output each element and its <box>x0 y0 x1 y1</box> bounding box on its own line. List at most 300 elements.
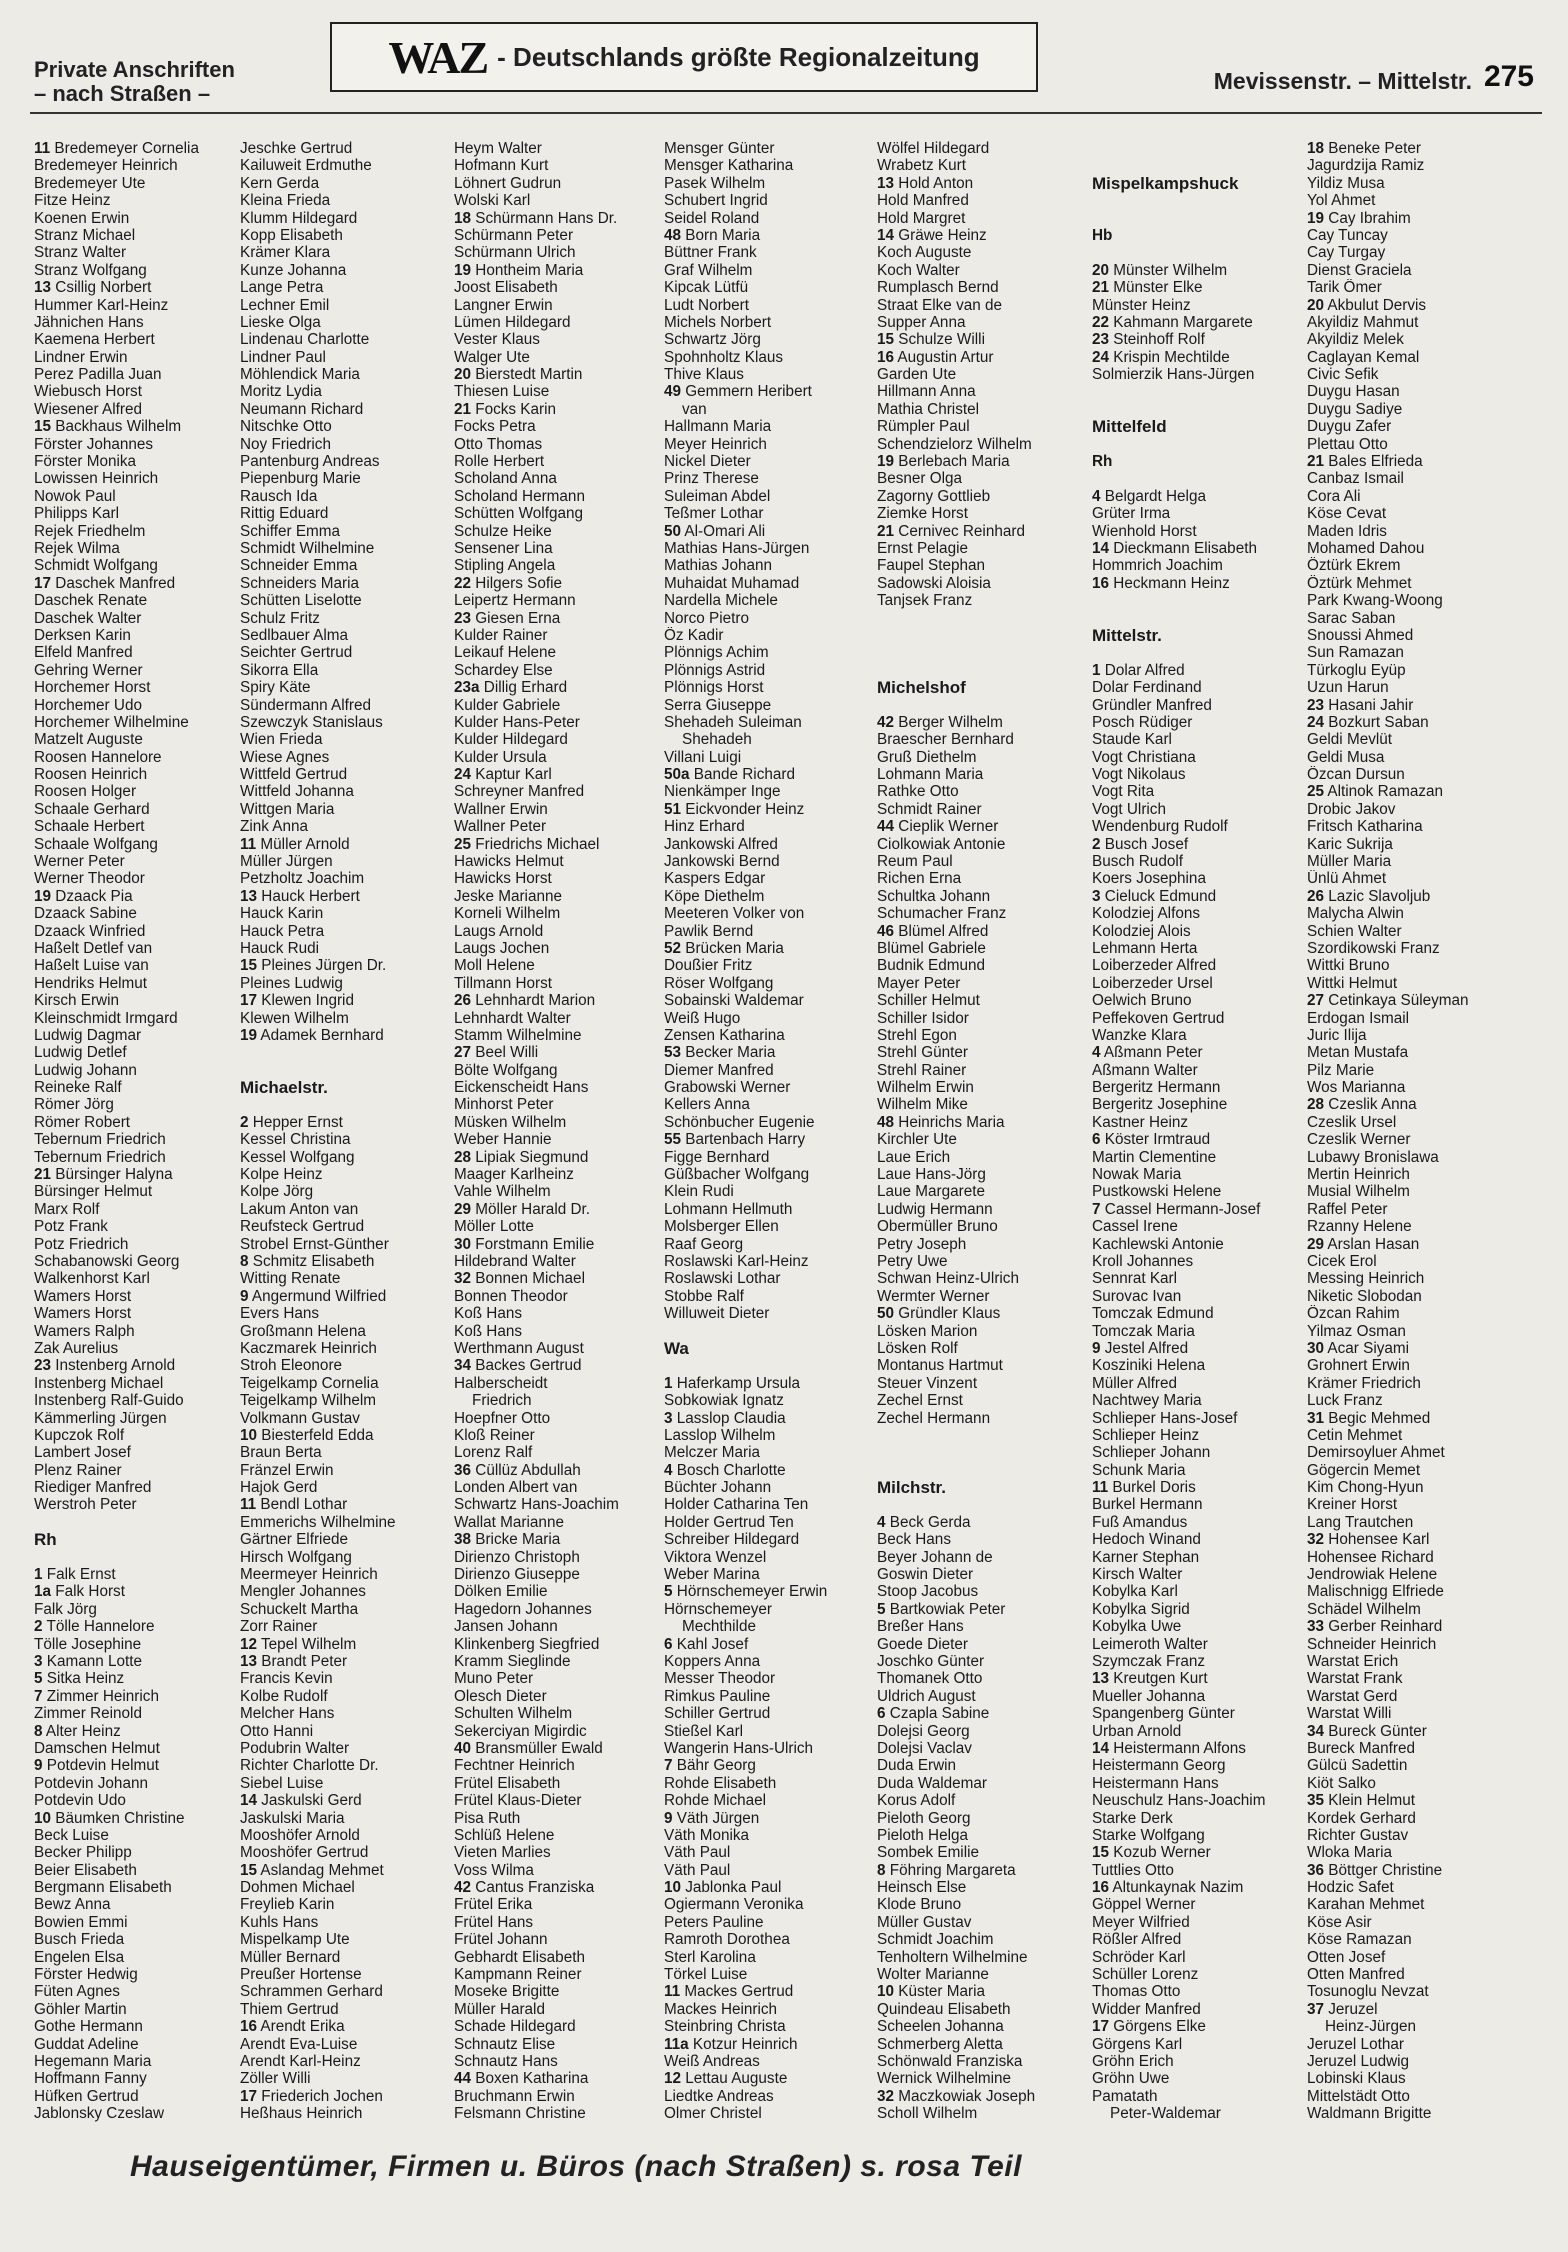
resident-entry: Willuweit Dieter <box>664 1305 770 1323</box>
resident-entry: Nowok Paul <box>34 487 116 505</box>
resident-entry: Olesch Dieter <box>454 1687 547 1705</box>
resident-entry: Lowissen Heinrich <box>34 470 159 488</box>
house-number: 36 <box>1307 1861 1325 1879</box>
resident-entry: Fuß Amandus <box>1092 1513 1188 1531</box>
resident-entry: Widder Manfred <box>1092 2000 1201 2018</box>
resident-entry: Kolpe Jörg <box>240 1183 314 1201</box>
resident-entry <box>877 610 1089 627</box>
resident-entry: Leipertz Hermann <box>454 592 576 610</box>
resident-entry: Pamatath <box>1092 2087 1158 2105</box>
resident-entry: 2 Busch Josef <box>1092 835 1189 853</box>
resident-entry: Warstat Erich <box>1307 1652 1399 1670</box>
resident-entry: Mackes Heinrich <box>664 2000 778 2018</box>
resident-entry: Kirchler Ute <box>877 1131 957 1149</box>
house-number: 25 <box>454 835 472 853</box>
resident-entry: 14 Gräwe Heinz <box>877 226 987 244</box>
resident-entry: Kampmann Reiner <box>454 1966 582 1984</box>
resident-entry: Nickel Dieter <box>664 453 751 471</box>
house-number: 6 <box>1092 1131 1101 1149</box>
resident-entry: 24 Bozkurt Saban <box>1307 713 1429 731</box>
resident-entry: 5 Sitka Heinz <box>34 1670 125 1688</box>
waz-logo: WAZ <box>388 31 488 83</box>
resident-entry: Scholl Wilhelm <box>877 2105 978 2123</box>
resident-entry: Dohmen Michael <box>240 1879 355 1897</box>
resident-entry: van <box>682 400 707 418</box>
house-number: 10 <box>240 1426 258 1444</box>
resident-entry: Klumm Hildegard <box>240 209 358 227</box>
resident-entry: Lubawy Bronislawa <box>1307 1148 1439 1166</box>
house-number: 9 <box>240 1287 249 1305</box>
house-number: 23 <box>34 1357 52 1375</box>
resident-entry: Geldi Mevlüt <box>1307 731 1393 749</box>
resident-entry: Kulder Hans-Peter <box>454 713 580 731</box>
resident-entry <box>877 1462 1089 1479</box>
resident-entry: Damschen Helmut <box>34 1739 160 1757</box>
resident-entry <box>1092 192 1304 209</box>
resident-entry: Joschko Günter <box>877 1652 985 1670</box>
resident-entry: Piepenburg Marie <box>240 470 361 488</box>
resident-entry: Erdogan Ismail <box>1307 1009 1410 1027</box>
resident-entry: Zechel Hermann <box>877 1409 991 1427</box>
resident-entry: Klode Bruno <box>877 1896 962 1914</box>
house-number: 55 <box>664 1131 682 1149</box>
house-number: 27 <box>1307 992 1325 1010</box>
resident-entry: Schade Hildegard <box>454 2018 576 2036</box>
resident-entry: Wiesener Alfred <box>34 400 142 418</box>
resident-entry: Schulz Fritz <box>240 609 320 627</box>
resident-entry: Muhaidat Muhamad <box>664 574 800 592</box>
resident-entry: Thomanek Otto <box>877 1670 983 1688</box>
resident-entry: Bureck Manfred <box>1307 1739 1415 1757</box>
resident-entry: Jablonsky Czeslaw <box>34 2105 165 2123</box>
resident-entry: Otto Thomas <box>454 435 543 453</box>
resident-entry: Straat Elke van de <box>877 296 1002 314</box>
house-number: 3 <box>34 1652 43 1670</box>
resident-entry: 35 Klein Helmut <box>1307 1792 1415 1810</box>
resident-entry: Vogt Christiana <box>1092 748 1196 766</box>
resident-entry: Bergmann Elisabeth <box>34 1879 172 1897</box>
resident-entry: Ludwig Hermann <box>877 1200 993 1218</box>
resident-entry: Rößler Alfred <box>1092 1931 1182 1949</box>
resident-entry: Laue Hans-Jörg <box>877 1166 986 1184</box>
resident-entry: Lohmann Hellmuth <box>664 1200 793 1218</box>
resident-entry: Neuschulz Hans-Joachim <box>1092 1792 1266 1810</box>
resident-entry: Koppers Anna <box>664 1652 761 1670</box>
resident-entry: Haßelt Luise van <box>34 957 149 975</box>
resident-entry: Petry Joseph <box>877 1235 967 1253</box>
resident-entry: Daschek Walter <box>34 609 142 627</box>
masthead-banner <box>330 22 1038 92</box>
resident-entry: Instenberg Michael <box>34 1374 164 1392</box>
resident-entry: Thive Klaus <box>664 366 744 384</box>
resident-entry: Kobylka Sigrid <box>1092 1600 1190 1618</box>
resident-entry: Krämer Friedrich <box>1307 1374 1421 1392</box>
resident-entry: 16 Altunkaynak Nazim <box>1092 1879 1244 1897</box>
resident-entry <box>877 644 1089 661</box>
resident-entry: 11a Kotzur Heinrich <box>664 2035 798 2053</box>
house-number: 50a <box>664 766 690 784</box>
resident-entry: Luck Franz <box>1307 1392 1383 1410</box>
resident-entry: Strehl Rainer <box>877 1061 967 1079</box>
resident-entry: Loiberzeder Alfred <box>1092 957 1217 975</box>
resident-entry: Hold Manfred <box>877 192 969 210</box>
resident-entry: Vogt Rita <box>1092 783 1155 801</box>
resident-entry: Schunk Maria <box>1092 1461 1186 1479</box>
resident-entry: Schütten Wolfgang <box>454 505 583 523</box>
resident-entry: Kulder Hildegard <box>454 731 568 749</box>
house-number: 11 <box>34 140 51 157</box>
house-number: 11 <box>664 1983 681 2001</box>
resident-entry: Vogt Nikolaus <box>1092 766 1186 784</box>
street-heading: Mittelfeld <box>1092 417 1167 437</box>
house-number: 1 <box>1092 661 1101 679</box>
house-number: 14 <box>240 1792 258 1810</box>
resident-entry: Falk Jörg <box>34 1600 97 1618</box>
resident-entry: Plönnigs Horst <box>664 679 764 697</box>
resident-entry: Beyer Johann de <box>877 1548 993 1566</box>
resident-entry: Jansen Johann <box>454 1618 558 1636</box>
resident-entry: Otten Manfred <box>1307 1966 1405 1984</box>
house-number: 11 <box>240 835 257 853</box>
resident-entry: Besner Olga <box>877 470 963 488</box>
resident-entry: Kuhls Hans <box>240 1913 319 1931</box>
resident-entry: 9 Jestel Alfred <box>1092 1339 1189 1357</box>
resident-entry: Lindner Erwin <box>34 348 128 366</box>
resident-entry: Kleina Frieda <box>240 192 331 210</box>
resident-entry: 30 Forstmann Emilie <box>454 1235 595 1253</box>
resident-entry: Spangenberg Günter <box>1092 1705 1235 1723</box>
resident-entry: 19 Cay Ibrahim <box>1307 209 1411 227</box>
house-number: 28 <box>1307 1096 1325 1114</box>
resident-entry: Hawicks Helmut <box>454 853 564 871</box>
street-heading: Milchstr. <box>877 1478 946 1498</box>
resident-entry: Braun Berta <box>240 1444 322 1462</box>
resident-entry: 13 Kreutgen Kurt <box>1092 1670 1208 1688</box>
resident-entry: 20 Münster Wilhelm <box>1092 261 1228 279</box>
resident-entry: Kailuweit Erdmuthe <box>240 157 372 175</box>
resident-entry: Kobylka Karl <box>1092 1583 1178 1601</box>
resident-entry: Hallmann Maria <box>664 418 772 436</box>
resident-entry: 34 Bureck Günter <box>1307 1722 1427 1740</box>
resident-entry: Holder Catharina Ten <box>664 1496 809 1514</box>
resident-entry: Wos Marianna <box>1307 1079 1406 1097</box>
resident-entry: Podubrin Walter <box>240 1739 350 1757</box>
resident-entry: Römer Robert <box>34 1113 131 1131</box>
resident-entry: Wilhelm Erwin <box>877 1079 974 1097</box>
resident-entry: Tillmann Horst <box>454 974 553 992</box>
resident-entry: Frütel Elisabeth <box>454 1774 561 1792</box>
resident-entry: 10 Biesterfeld Edda <box>240 1426 374 1444</box>
resident-entry: Schürmann Ulrich <box>454 244 576 262</box>
resident-entry: 17 Daschek Manfred <box>34 574 176 592</box>
resident-entry: Braescher Bernhard <box>877 731 1014 749</box>
house-number: 5 <box>34 1670 43 1688</box>
resident-entry: Sikorra Ella <box>240 661 319 679</box>
resident-entry: Hoepfner Otto <box>454 1409 551 1427</box>
resident-entry: Wallner Peter <box>454 818 547 836</box>
resident-entry: Weber Marina <box>664 1566 760 1584</box>
resident-entry: Törkel Luise <box>664 1966 748 1984</box>
house-number: 17 <box>240 2087 258 2105</box>
resident-entry: Stranz Michael <box>34 226 136 244</box>
resident-entry: Weiß Hugo <box>664 1009 741 1027</box>
resident-entry: 50 Gründler Klaus <box>877 1305 1001 1323</box>
resident-entry: Kulder Rainer <box>454 626 548 644</box>
house-number: 24 <box>1307 713 1325 731</box>
resident-entry: Akyildiz Mahmut <box>1307 313 1419 331</box>
resident-entry: 37 Jeruzel <box>1307 2000 1378 2018</box>
resident-entry <box>1092 592 1304 609</box>
resident-entry: 19 Berlebach Maria <box>877 453 1010 471</box>
resident-entry: Evers Hans <box>240 1305 320 1323</box>
resident-entry: 2 Hepper Ernst <box>240 1113 343 1131</box>
resident-entry: 17 Klewen Ingrid <box>240 992 354 1010</box>
resident-entry: Busch Rudolf <box>1092 853 1183 871</box>
house-number: 17 <box>34 574 52 592</box>
resident-entry: Wallat Marianne <box>454 1513 564 1531</box>
resident-entry: Duygu Sadiye <box>1307 400 1403 418</box>
resident-entry: Horchemer Udo <box>34 696 142 714</box>
resident-entry: Budnik Edmund <box>877 957 985 975</box>
resident-entry: Zöller Willi <box>240 2070 311 2088</box>
resident-entry: 40 Bransmüller Ewald <box>454 1739 603 1757</box>
resident-entry: Langner Erwin <box>454 296 553 314</box>
resident-entry: 28 Lipiak Siegmund <box>454 1148 589 1166</box>
resident-entry: Marx Rolf <box>34 1200 100 1218</box>
resident-entry: Petry Uwe <box>877 1253 948 1270</box>
resident-entry: Rolle Herbert <box>454 453 545 471</box>
resident-entry: Plönnigs Astrid <box>664 661 766 679</box>
resident-entry: Wendenburg Rudolf <box>1092 818 1228 836</box>
resident-entry <box>1092 644 1304 661</box>
resident-entry: Jeruzel Lothar <box>1307 2035 1404 2053</box>
resident-entry: Volkmann Gustav <box>240 1409 360 1427</box>
resident-entry: Kellers Anna <box>664 1096 750 1114</box>
resident-entry: Lechner Emil <box>240 296 330 314</box>
resident-entry: Tenholtern Wilhelmine <box>877 1948 1028 1966</box>
house-number: 17 <box>240 992 258 1010</box>
resident-entry: Messer Theodor <box>664 1670 776 1688</box>
house-number: 44 <box>877 818 895 836</box>
resident-entry: Jankowski Bernd <box>664 853 780 871</box>
house-number: 15 <box>240 957 258 975</box>
resident-entry: 21 Cernivec Reinhard <box>877 522 1025 540</box>
resident-entry: Hagedorn Johannes <box>454 1600 592 1618</box>
resident-entry: Scheelen Johanna <box>877 2018 1004 2036</box>
resident-entry: Sombek Emilie <box>877 1844 980 1862</box>
resident-entry: Teigelkamp Cornelia <box>240 1374 379 1392</box>
resident-entry: 25 Friedrichs Michael <box>454 835 600 853</box>
resident-entry: 55 Bartenbach Harry <box>664 1131 806 1149</box>
resident-entry: Röser Wolfgang <box>664 974 774 992</box>
house-number: 15 <box>34 418 52 436</box>
resident-entry: Kunze Johanna <box>240 261 347 279</box>
resident-entry: Bergeritz Josephine <box>1092 1096 1228 1114</box>
resident-entry: Gothe Hermann <box>34 2018 143 2036</box>
resident-entry: Plenz Rainer <box>34 1461 122 1479</box>
resident-entry: Duygu Zafer <box>1307 418 1392 436</box>
house-number: 21 <box>34 1166 52 1184</box>
resident-entry: Jendrowiak Helene <box>1307 1566 1438 1584</box>
resident-entry: Pieloth Georg <box>877 1809 971 1827</box>
resident-entry: Ludt Norbert <box>664 296 750 314</box>
resident-entry: Cay Turgay <box>1307 244 1386 262</box>
resident-entry: Mittelstädt Otto <box>1307 2087 1410 2105</box>
house-number: 14 <box>877 226 895 244</box>
resident-entry: Muno Peter <box>454 1670 534 1688</box>
resident-entry: Hauck Karin <box>240 905 324 923</box>
resident-entry: 10 Küster Maria <box>877 1983 985 2001</box>
resident-entry: Geldi Musa <box>1307 748 1385 766</box>
resident-entry: Mertin Heinrich <box>1307 1166 1410 1184</box>
resident-entry: Warstat Willi <box>1307 1705 1392 1723</box>
directory-column <box>664 140 876 2123</box>
house-number: 4 <box>1092 1044 1101 1062</box>
resident-entry: 51 Eickvonder Heinz <box>664 800 805 818</box>
resident-entry: Schiffer Emma <box>240 522 341 540</box>
resident-entry: Wittki Bruno <box>1307 957 1390 975</box>
resident-entry: Koch Auguste <box>877 244 972 262</box>
resident-entry: Müller Jürgen <box>240 853 333 871</box>
resident-entry: Waldmann Brigitte <box>1307 2105 1432 2123</box>
resident-entry: Roosen Hannelore <box>34 748 162 766</box>
resident-entry: Mooshöfer Arnold <box>240 1826 360 1844</box>
resident-entry: Serra Giuseppe <box>664 696 772 714</box>
house-number: 24 <box>454 766 472 784</box>
resident-entry: Heistermann Georg <box>1092 1757 1226 1775</box>
resident-entry: 13 Hold Anton <box>877 174 974 192</box>
resident-entry: Breßer Hans <box>877 1618 964 1636</box>
resident-entry: Kolbe Rudolf <box>240 1687 328 1705</box>
house-number: 2 <box>240 1113 249 1131</box>
resident-entry: Jähnichen Hans <box>34 313 144 331</box>
resident-entry: Heßhaus Heinrich <box>240 2105 363 2123</box>
resident-entry: Lang Trautchen <box>1307 1513 1414 1531</box>
house-number: 26 <box>1307 887 1325 905</box>
resident-entry: Holder Gertrud Ten <box>664 1513 794 1531</box>
resident-entry: Cora Ali <box>1307 487 1361 505</box>
resident-entry: Vester Klaus <box>454 331 540 349</box>
resident-entry: Wittfeld Gertrud <box>240 766 348 784</box>
resident-entry: Pieloth Helga <box>877 1826 968 1844</box>
house-number: 19 <box>454 261 472 279</box>
resident-entry: 26 Lazic Slavoljub <box>1307 887 1431 905</box>
resident-entry: Beier Elisabeth <box>34 1861 137 1879</box>
resident-entry: Frütel Klaus-Dieter <box>454 1792 582 1810</box>
resident-entry: Snoussi Ahmed <box>1307 626 1414 644</box>
resident-entry: Büchter Johann <box>664 1479 772 1497</box>
resident-entry: Stroh Eleonore <box>240 1357 343 1375</box>
resident-entry: Juric Ilija <box>1307 1026 1367 1044</box>
resident-entry: Hodzic Safet <box>1307 1879 1394 1897</box>
resident-entry: Müller Bernard <box>240 1948 341 1966</box>
resident-entry: Starke Wolfgang <box>1092 1826 1205 1844</box>
resident-entry: Schmidt Joachim <box>877 1931 994 1949</box>
resident-entry: Lieske Olga <box>240 313 321 331</box>
resident-entry: Engelen Elsa <box>34 1948 125 1966</box>
resident-entry: Wittgen Maria <box>240 800 335 818</box>
resident-entry: Petzholtz Joachim <box>240 870 365 888</box>
resident-entry: Dölken Emilie <box>454 1583 548 1601</box>
house-number: 6 <box>664 1635 673 1653</box>
house-number: 23a <box>454 679 480 697</box>
resident-entry: Perez Padilla Juan <box>34 366 162 384</box>
resident-entry: Yildiz Musa <box>1307 174 1385 192</box>
resident-entry: Instenberg Ralf-Guido <box>34 1392 184 1410</box>
resident-entry: Prinz Therese <box>664 470 759 488</box>
resident-entry: 26 Lehnhardt Marion <box>454 992 596 1010</box>
resident-entry: Cassel Irene <box>1092 1218 1178 1236</box>
resident-entry: Kastner Heinz <box>1092 1113 1189 1131</box>
resident-entry: Ludwig Detlef <box>34 1044 127 1062</box>
resident-entry: 28 Czeslik Anna <box>1307 1096 1417 1114</box>
resident-entry: Liedtke Andreas <box>664 2087 774 2105</box>
resident-entry: Wiebusch Horst <box>34 383 142 401</box>
resident-entry: Schmidt Wilhelmine <box>240 539 375 557</box>
resident-entry: Burkel Hermann <box>1092 1496 1203 1514</box>
resident-entry: Caglayan Kemal <box>1307 348 1420 366</box>
house-number: 29 <box>454 1200 472 1218</box>
resident-entry: Kolpe Heinz <box>240 1166 323 1184</box>
resident-entry: Staude Karl <box>1092 731 1172 749</box>
house-number: 20 <box>1092 261 1110 279</box>
resident-entry: Löhnert Gudrun <box>454 174 562 192</box>
resident-entry: Viktora Wenzel <box>664 1548 767 1566</box>
resident-entry: 36 Cüllüz Abdullah <box>454 1461 581 1479</box>
resident-entry: 22 Kahmann Margarete <box>1092 313 1253 331</box>
resident-entry <box>1092 383 1304 400</box>
house-number: 22 <box>454 574 472 592</box>
resident-entry: Schwan Heinz-Ulrich <box>877 1270 1019 1288</box>
resident-entry: Schumacher Franz <box>877 905 1007 923</box>
resident-entry: Zagorny Gottlieb <box>877 487 991 505</box>
resident-entry: 52 Brücken Maria <box>664 939 784 957</box>
resident-entry: 14 Dieckmann Elisabeth <box>1092 539 1257 557</box>
house-number: 15 <box>877 331 895 349</box>
resident-entry: Schröder Karl <box>1092 1948 1186 1966</box>
resident-entry: Schubert Ingrid <box>664 192 768 210</box>
house-number: 17 <box>1092 2018 1110 2036</box>
resident-entry: Schwartz Hans-Joachim <box>454 1496 619 1514</box>
resident-entry: Heinsch Else <box>877 1879 967 1897</box>
resident-entry: Surovac Ivan <box>1092 1287 1182 1305</box>
house-number: 44 <box>454 2070 472 2088</box>
resident-entry <box>1092 436 1304 453</box>
resident-entry: Rathke Otto <box>877 783 959 801</box>
resident-entry: 32 Hohensee Karl <box>1307 1531 1430 1549</box>
resident-entry: 21 Münster Elke <box>1092 279 1203 297</box>
resident-entry: 13 Brandt Peter <box>240 1652 348 1670</box>
resident-entry: Daschek Renate <box>34 592 148 610</box>
resident-entry: Gehring Werner <box>34 661 143 679</box>
resident-entry: Rümpler Paul <box>877 418 970 436</box>
resident-entry: Hold Margret <box>877 209 966 227</box>
resident-entry: Stipling Angela <box>454 557 556 575</box>
resident-entry: Kulder Gabriele <box>454 696 561 714</box>
resident-entry: Haßelt Detlef van <box>34 939 153 957</box>
resident-entry: Hildebrand Walter <box>454 1253 576 1270</box>
resident-entry: Güßbacher Wolfgang <box>664 1166 810 1184</box>
resident-entry: Zorr Rainer <box>240 1618 318 1636</box>
resident-entry: Siebel Luise <box>240 1774 324 1792</box>
resident-entry: Teigelkamp Wilhelm <box>240 1392 377 1410</box>
resident-entry: Jagurdzija Ramiz <box>1307 157 1425 175</box>
resident-entry: Wien Frieda <box>240 731 323 749</box>
house-number: 19 <box>1307 209 1325 227</box>
house-number: 13 <box>240 887 258 905</box>
resident-entry: Montanus Hartmut <box>877 1357 1003 1375</box>
resident-entry: 4 Belgardt Helga <box>1092 487 1206 505</box>
